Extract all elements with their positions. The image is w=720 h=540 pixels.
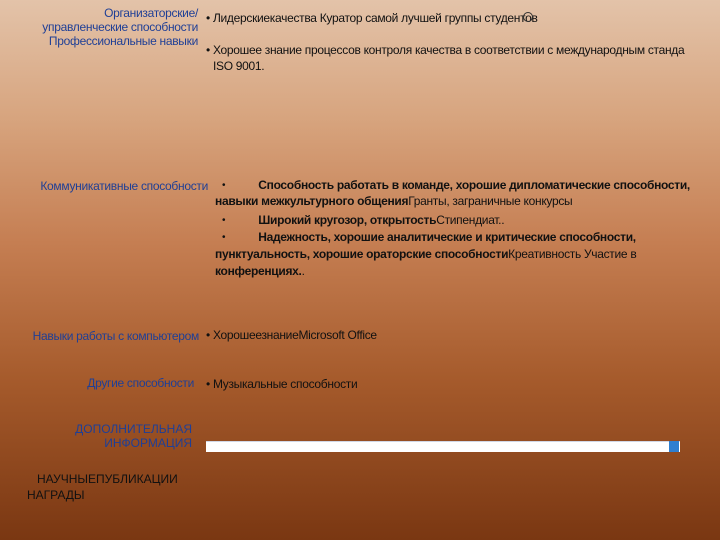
- comm-line2-bold: навыки межкультурного общения: [215, 194, 409, 208]
- comm-line2: [215, 193, 572, 209]
- org-skills-label: [42, 6, 198, 48]
- bullet: •: [206, 377, 210, 391]
- extra-info-label: [75, 422, 192, 450]
- comm-line4-text: Надежность, хорошие аналитические и критические способности,: [258, 230, 636, 244]
- comm-line1: [222, 177, 690, 194]
- computer-skills-value: [206, 327, 377, 343]
- comm-line2-rest: Гранты, заграничные конкурсы: [408, 194, 573, 208]
- bullet: •: [206, 43, 210, 57]
- computer-skills-label: Навыки работы с компьютером: [32, 329, 199, 343]
- org-label-line2: управленческие способности: [42, 20, 198, 34]
- circle-marker-icon: [523, 12, 533, 22]
- extra-info-bar-cap: [669, 441, 679, 452]
- comm-line3: [222, 212, 504, 229]
- comm-line3-bold: Широкий кругозор, открытость: [258, 213, 437, 227]
- org-item-leadership: [206, 10, 538, 26]
- leadership-text: Лидерскиекачества Куратор самой лучшей группы студентов: [212, 11, 538, 25]
- bullet: •: [206, 328, 210, 342]
- other-skills-label: Другие способности: [87, 376, 194, 390]
- quality-text-line2: ISO 9001.: [213, 59, 265, 73]
- bullet: •: [222, 232, 226, 243]
- computer-skills-text: ХорошеезнаниеMicrosoft Office: [212, 328, 377, 342]
- comm-line6-rest: .: [301, 264, 305, 278]
- comm-line4: [222, 229, 636, 246]
- comm-line5-rest: Креативность Участие в: [508, 247, 637, 261]
- prof-label: Профессиональные навыки: [48, 34, 198, 48]
- bullet: •: [206, 11, 210, 25]
- comm-line1-text: Способность работать в команде, хорошие дипломатические способности,: [258, 178, 690, 192]
- comm-skills-label: Коммуникативные способности: [40, 179, 208, 193]
- bullet: •: [222, 180, 226, 191]
- comm-line3-rest: Стипендиат..: [436, 213, 505, 227]
- extra-info-line2: ИНФОРМАЦИЯ: [104, 436, 192, 450]
- org-label-line1: Организаторские/: [104, 6, 198, 20]
- other-skills-value: [206, 376, 357, 392]
- extra-info-bar: [206, 441, 680, 452]
- comm-line5: [215, 246, 636, 262]
- comm-line5-bold: пунктуальность, хорошие ораторские способности: [215, 247, 509, 261]
- publications-label: НАУЧНЫЕПУБЛИКАЦИИ: [37, 472, 178, 486]
- org-item-quality: [206, 42, 684, 58]
- quality-text-line1: Хорошее знание процессов контроля качества в соответствии с международным станда: [212, 43, 685, 57]
- bullet: •: [222, 215, 226, 226]
- other-skills-text: Музыкальные способности: [212, 377, 358, 391]
- comm-line6: [215, 263, 305, 279]
- awards-label: НАГРАДЫ: [27, 488, 85, 502]
- extra-info-line1: ДОПОЛНИТЕЛЬНАЯ: [75, 422, 192, 436]
- comm-line6-bold: конференциях.: [215, 264, 302, 278]
